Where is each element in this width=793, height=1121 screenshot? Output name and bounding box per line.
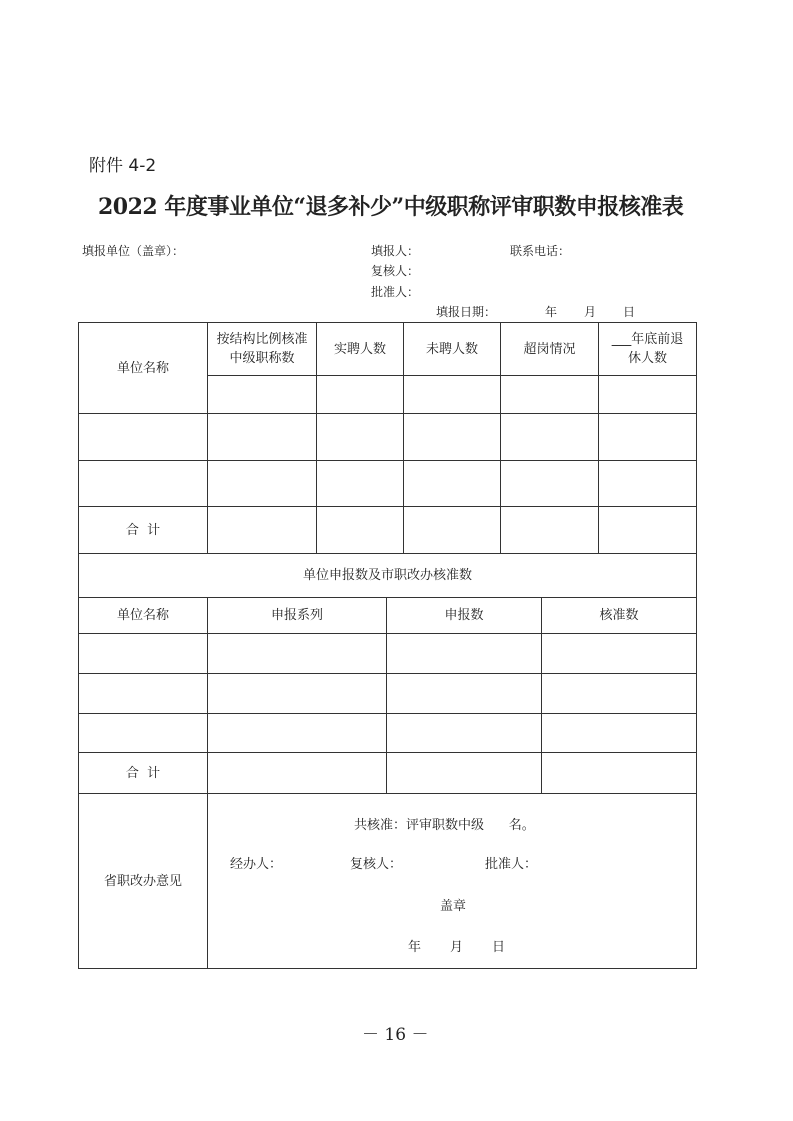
table-row: [79, 461, 697, 507]
header-hired: 实聘人数: [317, 323, 404, 376]
input-cell[interactable]: [317, 376, 404, 414]
approver-label: 批准人：: [371, 285, 420, 299]
header-applied: 申报数: [387, 598, 542, 634]
input-cell[interactable]: [317, 461, 404, 507]
opinion-approver: 批准人：: [485, 857, 538, 872]
total-label: 合 计: [79, 507, 208, 554]
table-row: [79, 714, 697, 753]
input-cell[interactable]: [501, 376, 599, 414]
section-title: 单位申报数及市职改办核准数: [79, 554, 697, 598]
input-cell[interactable]: [79, 414, 208, 461]
opinion-cell: [208, 794, 697, 969]
input-cell[interactable]: [501, 461, 599, 507]
opinion-day: 日: [492, 940, 506, 955]
input-cell[interactable]: [542, 674, 697, 714]
input-cell[interactable]: [79, 634, 208, 674]
filler-label: 填报人：: [371, 244, 420, 258]
total-label: 合 计: [79, 753, 208, 794]
input-cell[interactable]: [387, 714, 542, 753]
total-row: [79, 507, 697, 554]
input-cell[interactable]: [599, 414, 697, 461]
input-cell[interactable]: [79, 461, 208, 507]
opinion-approved-line: 共核准：评审职数中级 名。: [354, 818, 535, 833]
application-table: [78, 597, 697, 969]
date-year: 年: [545, 305, 558, 319]
opinion-label: 省职改办意见: [79, 794, 208, 969]
input-cell[interactable]: [404, 507, 501, 554]
input-cell[interactable]: [208, 414, 317, 461]
input-cell[interactable]: [317, 414, 404, 461]
input-cell[interactable]: [79, 714, 208, 753]
input-cell[interactable]: [208, 674, 387, 714]
opinion-seal: 盖章: [440, 899, 467, 914]
date-day: 日: [623, 305, 636, 319]
input-cell[interactable]: [208, 461, 317, 507]
date-label: 填报日期：: [436, 305, 497, 319]
opinion-year: 年: [408, 940, 422, 955]
input-cell[interactable]: [317, 507, 404, 554]
input-cell[interactable]: [599, 507, 697, 554]
header-approved-count: 按结构比例核准中级职称数: [208, 323, 317, 376]
page-title: 2022 年度事业单位“退多补少”中级职称评审职数申报核准表: [98, 194, 684, 220]
table-row: [79, 674, 697, 714]
header-unit-name: 单位名称: [79, 323, 208, 414]
input-cell[interactable]: [208, 507, 317, 554]
opinion-month: 月: [450, 940, 464, 955]
header-retiring: ___年底前退休人数: [599, 323, 697, 376]
input-cell[interactable]: [208, 376, 317, 414]
page-number: － 16 －: [362, 1025, 429, 1045]
retirement-table: [78, 322, 697, 598]
input-cell[interactable]: [208, 753, 387, 794]
input-cell[interactable]: [208, 634, 387, 674]
input-cell[interactable]: [387, 753, 542, 794]
input-cell[interactable]: [501, 414, 599, 461]
input-cell[interactable]: [404, 461, 501, 507]
header-over-quota: 超岗情况: [501, 323, 599, 376]
header-series: 申报系列: [208, 598, 387, 634]
input-cell[interactable]: [387, 634, 542, 674]
input-cell[interactable]: [404, 414, 501, 461]
input-cell[interactable]: [501, 507, 599, 554]
input-cell[interactable]: [79, 674, 208, 714]
fill-unit-label: 填报单位（盖章）：: [82, 244, 185, 258]
input-cell[interactable]: [208, 714, 387, 753]
date-month: 月: [584, 305, 597, 319]
header-unit-name: 单位名称: [79, 598, 208, 634]
attachment-label: 附件 4-2: [89, 156, 157, 176]
header-approved: 核准数: [542, 598, 697, 634]
input-cell[interactable]: [542, 714, 697, 753]
input-cell[interactable]: [599, 461, 697, 507]
opinion-handler: 经办人：: [230, 857, 283, 872]
input-cell[interactable]: [599, 376, 697, 414]
input-cell[interactable]: [542, 634, 697, 674]
table-row: [79, 634, 697, 674]
total-row: [79, 753, 697, 794]
table-row: [79, 414, 697, 461]
phone-label: 联系电话：: [510, 244, 571, 258]
header-unhired: 未聘人数: [404, 323, 501, 376]
input-cell[interactable]: [542, 753, 697, 794]
input-cell[interactable]: [387, 674, 542, 714]
opinion-reviewer: 复核人：: [350, 857, 403, 872]
input-cell[interactable]: [404, 376, 501, 414]
reviewer-label: 复核人：: [371, 264, 420, 278]
